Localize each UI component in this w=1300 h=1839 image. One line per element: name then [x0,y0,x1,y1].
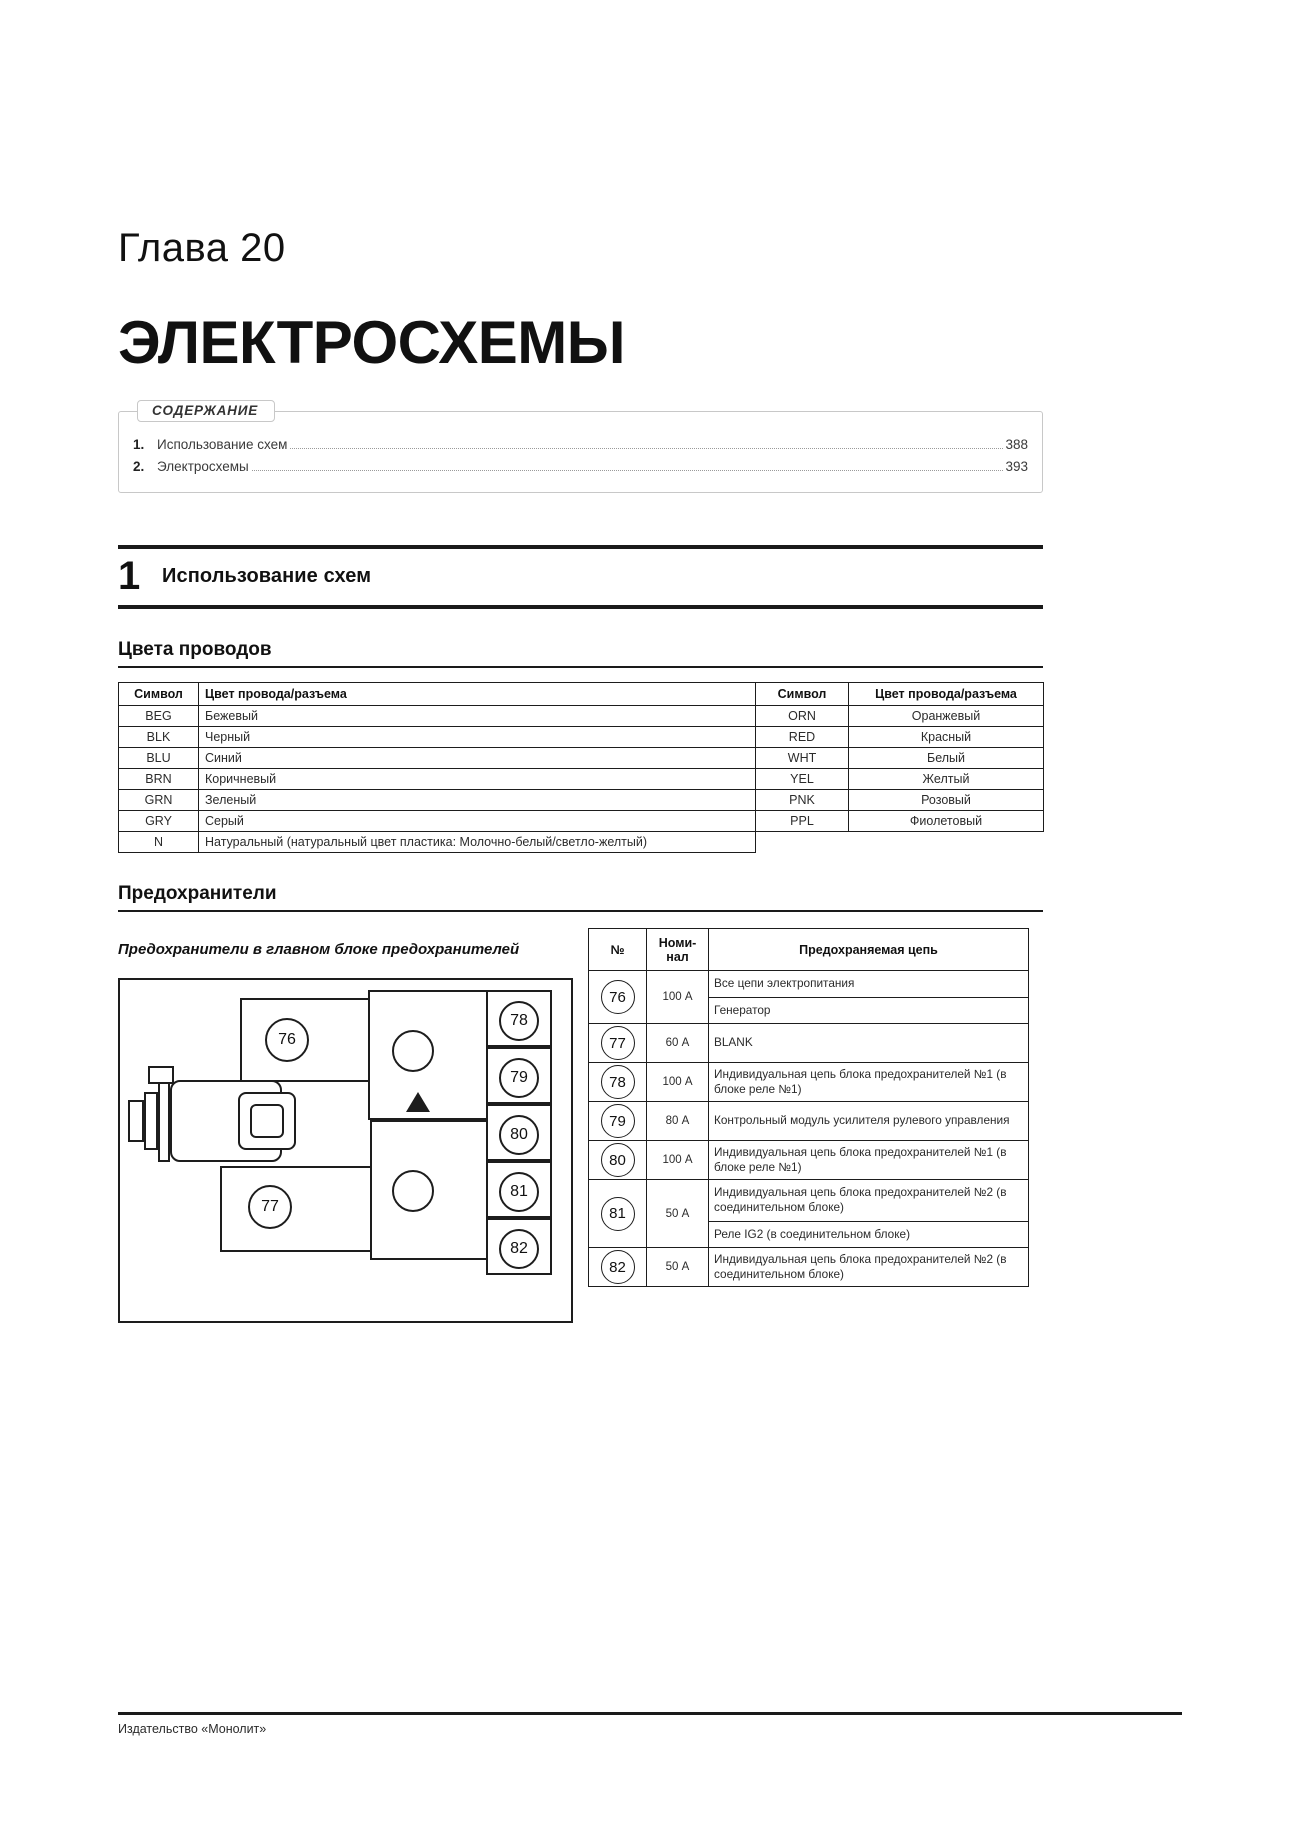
column-header-symbol-right: Символ [756,683,849,706]
table-row [119,811,1044,832]
section-title: Использование схем [162,564,372,587]
wire-symbol: PNK [756,790,849,811]
table-row [119,706,1044,727]
fuse-number-badge: 78 [601,1065,635,1099]
column-header-color-left: Цвет провода/разъема [199,683,756,706]
rating-header-line1: Номи- [658,935,697,950]
table-row [119,727,1044,748]
page-title: ЭЛЕКТРОСХЕМЫ [118,309,625,376]
fuse-cell [486,1047,552,1104]
fuse-rating-cell: 100 А [647,1063,709,1102]
wire-color-name: Коричневый [199,769,756,790]
toc-item[interactable] [133,458,1028,476]
fuse-number-badge: 79 [601,1104,635,1138]
table-of-contents [118,403,1043,493]
wire-color-name: Натуральный (натуральный цвет пластика: Молочно-белый/светло-желтый) [199,832,756,853]
toc-tab-label: СОДЕРЖАНИЕ [137,400,275,422]
table-row [589,1063,1029,1102]
toc-leader-dots [252,470,1004,471]
fuse-number-badge: 82 [601,1250,635,1284]
toc-item-page: 393 [1005,459,1028,475]
wire-symbol: YEL [756,769,849,790]
circuit-subrow [709,971,1028,997]
fuse-cell [486,1104,552,1161]
fuse-circuit-cell: Индивидуальная цепь блока предохранителей №1 (в блоке реле №1) [709,1063,1029,1102]
toc-item-label: Использование схем [157,437,288,452]
fuse-cell [486,1161,552,1218]
wire-color-name: Красный [849,727,1044,748]
wire-color-name: Черный [199,727,756,748]
toc-item-number: 2. [133,459,145,475]
toc-item-page: 388 [1005,437,1028,452]
wire-symbol: GRN [119,790,199,811]
fuse-circuit-cell [709,1180,1029,1248]
fuse-number-cell [589,1180,647,1248]
circuit-text: Реле IG2 (в соединительном блоке) [714,1226,910,1241]
empty-cell [849,832,1044,853]
fuse-number-badge: 81 [601,1197,635,1231]
toc-item[interactable] [133,436,1028,454]
table-row [119,832,1044,853]
table-row [589,971,1029,1024]
fuse-circuit-cell: Контрольный модуль усилителя рулевого управления [709,1102,1029,1141]
wire-color-name: Желтый [849,769,1044,790]
section-header-body [118,549,1043,605]
wire-colors-table [118,682,1044,853]
wire-symbol: BEG [119,706,199,727]
footer-divider [118,1712,1182,1715]
fuse-label-82: 82 [499,1229,539,1269]
terminal-post [144,1092,158,1150]
fuses-heading: Предохранители [118,883,1043,912]
fuse-rating-cell: 50 А [647,1248,709,1287]
toc-item-number: 1. [133,437,145,452]
fuses-content [118,928,1043,1323]
footer-publisher: Издательство «Монолит» [118,1722,267,1736]
table-row [589,1102,1029,1141]
fuse-rating-cell: 60 А [647,1024,709,1063]
table-row [589,1024,1029,1063]
fuse-diagram-caption: Предохранители в главном блоке предохранителей [118,941,520,959]
warning-triangle-icon [406,1092,430,1112]
wire-symbol: BRN [119,769,199,790]
fuse-rating-cell: 100 А [647,1141,709,1180]
column-header-number: № [589,929,647,971]
fuse-number-cell [589,1248,647,1287]
circuit-text: Генератор [714,1002,771,1017]
fuse-label-76: 76 [265,1018,309,1062]
wire-symbol: RED [756,727,849,748]
circuit-subrow [709,997,1028,1023]
fuse-diagram-column [118,928,588,1323]
table-header-row [589,929,1029,971]
wire-colors-heading: Цвета проводов [118,639,1043,668]
fuse-table [588,928,1029,1287]
chapter-label: Глава 20 [118,226,286,270]
wire-symbol: N [119,832,199,853]
fuse-label-78: 78 [499,1001,539,1041]
wire-color-name: Зеленый [199,790,756,811]
circuit-sublist [709,971,1028,1023]
fuse-circuit-cell: Индивидуальная цепь блока предохранителей №2 (в соединительном блоке) [709,1248,1029,1287]
circuit-subrow [709,1180,1028,1221]
circuit-subrow [709,1221,1028,1247]
fuse-circuit-cell: Индивидуальная цепь блока предохранителей №1 (в блоке реле №1) [709,1141,1029,1180]
circuit-text: Все цепи электропитания [709,971,1028,997]
fuse-circuit-cell: BLANK [709,1024,1029,1063]
fuse-circuit-cell [709,971,1029,1024]
table-row [119,790,1044,811]
column-header-symbol-left: Символ [119,683,199,706]
fuse-label-81: 81 [499,1172,539,1212]
fuse-number-badge: 80 [601,1143,635,1177]
fuse-label-79: 79 [499,1058,539,1098]
fuse-table-column [588,928,1043,1287]
fuse-cell [486,1218,552,1275]
terminal-post [158,1080,170,1162]
fuse-rating-cell: 100 А [647,971,709,1024]
section-header [118,545,1043,609]
wire-color-name: Белый [849,748,1044,769]
bolt-hole-top [392,1030,434,1072]
terminal-cap [148,1066,174,1084]
fuse-cell [486,990,552,1047]
column-header-color-right: Цвет провода/разъема [849,683,1044,706]
wire-symbol: PPL [756,811,849,832]
fuse-rating-cell: 50 А [647,1180,709,1248]
wire-symbol: GRY [119,811,199,832]
toc-leader-dots [290,448,1003,449]
circuit-sublist [709,1180,1028,1247]
fuse-number-badge: 76 [601,980,635,1014]
circuit-text: Индивидуальная цепь блока предохранителей №2 (в соединительном блоке) [709,1180,1028,1221]
fuse-number-cell [589,1024,647,1063]
section-number: 1 [118,554,141,599]
table-row [589,1248,1029,1287]
bolt-hole-bottom [392,1170,434,1212]
fuse-number-cell [589,1102,647,1141]
table-header-row [119,683,1044,706]
wire-symbol: WHT [756,748,849,769]
wire-color-name: Синий [199,748,756,769]
wire-color-name: Серый [199,811,756,832]
table-row [119,748,1044,769]
page-content [118,0,1043,1323]
fuse-number-badge: 77 [601,1026,635,1060]
fuse-number-cell [589,971,647,1024]
wire-symbol: ORN [756,706,849,727]
fuse-label-80: 80 [499,1115,539,1155]
table-row [589,1180,1029,1248]
column-header-circuit: Предохраняемая цепь [709,929,1029,971]
wire-symbol: BLK [119,727,199,748]
fuse-number-cell [589,1141,647,1180]
rating-header-line2: нал [666,949,689,964]
wire-color-name: Розовый [849,790,1044,811]
section-rule-bottom [118,605,1043,609]
toc-item-label: Электросхемы [157,459,249,475]
fuse-rating-cell: 80 А [647,1102,709,1141]
terminal-post [128,1100,144,1142]
clamp-nut-inner [250,1104,284,1138]
wire-symbol: BLU [119,748,199,769]
fuse-block-diagram [118,978,573,1323]
wire-color-name: Оранжевый [849,706,1044,727]
empty-cell [756,832,849,853]
wire-color-name: Бежевый [199,706,756,727]
fuse-number-cell [589,1063,647,1102]
fuse-label-77: 77 [248,1185,292,1229]
wire-color-name: Фиолетовый [849,811,1044,832]
table-row [119,769,1044,790]
column-header-rating [647,929,709,971]
table-row [589,1141,1029,1180]
